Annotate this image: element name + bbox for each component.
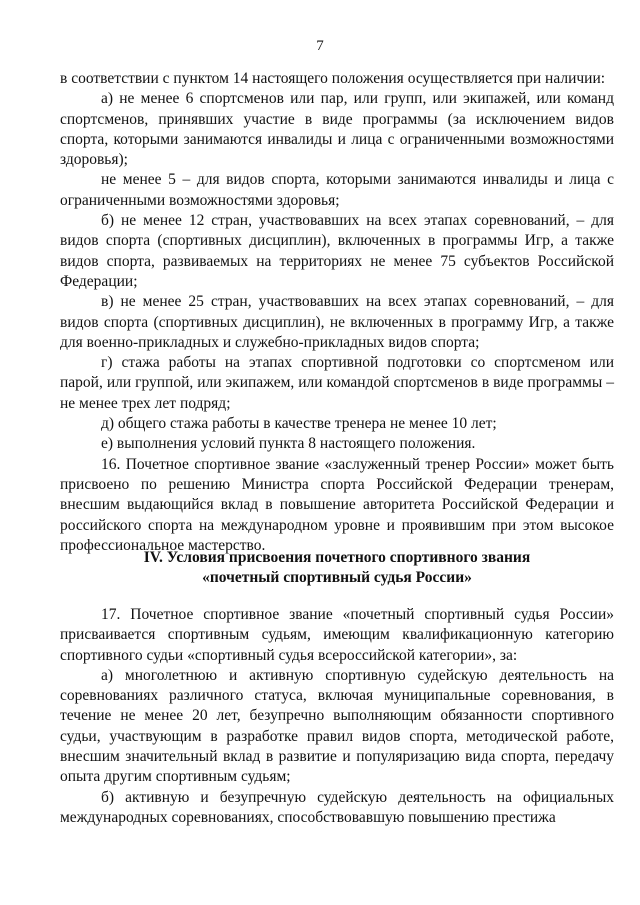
body-text-top (60, 69, 614, 556)
page-number: 7 (316, 38, 324, 54)
paragraph: д) общего стажа работы в качестве тренера не менее 10 лет; (101, 415, 497, 433)
paragraph: а) многолетнюю и активную спортивную судейскую деятельность на соревнованиях различного статуса, включая муниципальные соревнования, в течение не менее 20 лет, безупречно выполняющим обязанности спортивного судьи, участвующим в разработке правил видов спорта, методической работе, внесшим значительный вклад в развитие и популяризацию вида спорта, передачу опыта другим спортивным судьям; (60, 666, 614, 786)
paragraph: не менее 5 – для видов спорта, которыми занимаются инвалиды и лица с ограниченными возможностями здоровья; (60, 171, 614, 209)
section-heading-line: IV. Условия присвоения почетного спортивного звания (143, 549, 531, 566)
paragraph: в) не менее 25 стран, участвовавших на всех этапах соревнований, – для видов спорта (спортивных дисциплин), не включенных в программу Игр, а также для военно-прикладных и служебно-прикладных видов спорта; (60, 293, 614, 351)
paragraph: б) активную и безупречную судейскую деятельность на официальных международных соревнованиях, способствовавшую повышению престижа (60, 788, 614, 826)
paragraph: 16. Почетное спортивное звание «заслуженный тренер России» может быть присвоено по решению Министра спорта Российской Федерации тренерам, внесшим выдающийся вклад в повышение авторитета Российской Федерации и российского спорта на международном уровне и проявившим при этом высокое профессиональное мастерство. (60, 455, 614, 554)
paragraph: г) стажа работы на этапах спортивной подготовки со спортсменом или парой, или группой, или экипажем, или командой спортсменов в виде программы – не менее трех лет подряд; (60, 354, 614, 412)
paragraph: 17. Почетное спортивное звание «почетный спортивный судья России» присваивается спортивным судьям, имеющим квалификационную категорию спортивного судьи «спортивный судья всероссийской категории», за: (60, 606, 614, 664)
section-heading-line: «почетный спортивный судья России» (202, 569, 472, 587)
body-text-bottom (60, 605, 614, 828)
paragraph: а) не менее 6 спортсменов или пар, или групп, или экипажей, или команд спортсменов, принявших участие в виде программы (за исключением видов спорта, которыми занимаются инвалиды и лица с ограниченными возможностями здоровья); (60, 90, 614, 169)
paragraph: в соответствии с пунктом 14 настоящего положения осуществляется при наличии: (60, 70, 606, 87)
paragraph: е) выполнения условий пункта 8 настоящего положения. (101, 435, 476, 453)
paragraph: б) не менее 12 стран, участвовавших на всех этапах соревнований, – для видов спорта (спортивных дисциплин), включенных в программы Игр, а также видов спорта, развиваемых на территориях не менее 75 субъектов Российской Федерации; (60, 212, 614, 290)
section-heading (60, 548, 614, 589)
